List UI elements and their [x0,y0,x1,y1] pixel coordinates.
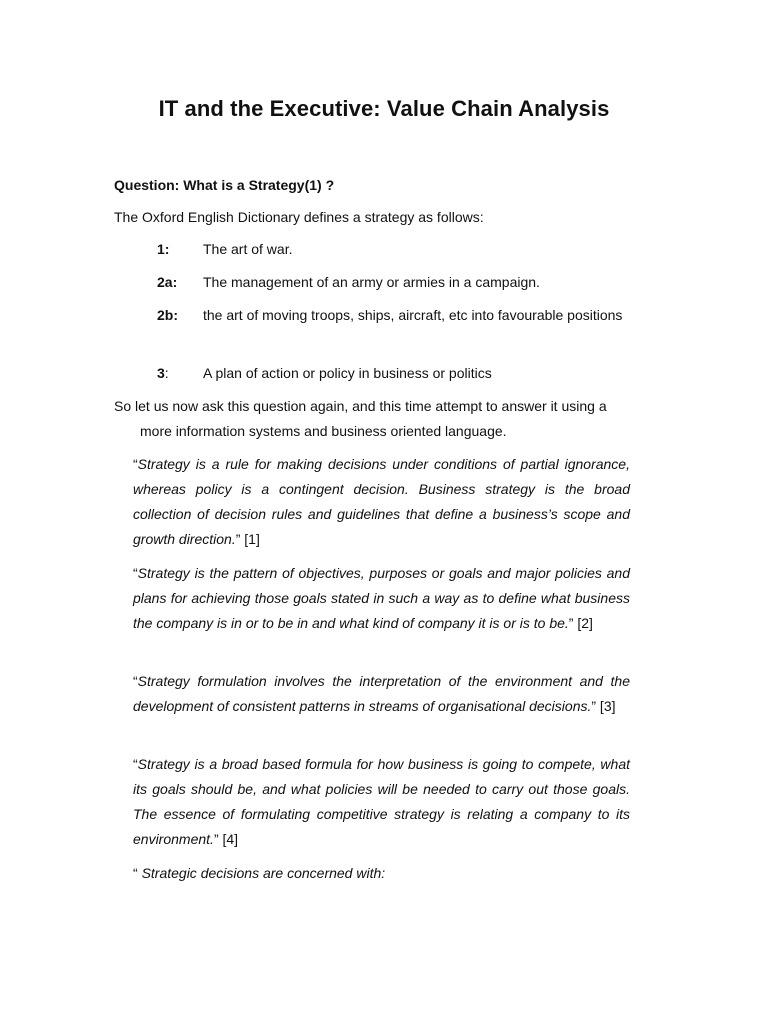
quote-text: Strategy is a broad based formula for how business is going to compete, what its goals should be, and what policies will be needed to carry out those goals. The essence of formulating competitive strategy is relating a company to its environment. [133,756,630,847]
open-quote: “ [133,456,138,472]
open-quote: “ [133,673,138,689]
quote-text: Strategy is a rule for making decisions under conditions of partial ignorance, whereas policy is a contingent decision. Business strategy is the broad collection of decision rules and guidelines that define a business’s scope and growth direction. [133,456,630,547]
ask-again-line-2: more information systems and business oriented language. [140,423,507,439]
quote-reference: ” [4] [213,831,239,847]
quote-reference: ” [3] [591,698,616,714]
definition-text: the art of moving troops, ships, aircraft, etc into favourable positions [203,307,623,323]
quote-text: Strategic decisions are concerned with: [141,865,386,881]
definition-number: 2a: [157,274,178,290]
intro-text: The Oxford English Dictionary defines a strategy as follows: [114,209,484,225]
quote-block [133,561,630,636]
definition-text: A plan of action or policy in business or politics [203,365,492,381]
definition-item [157,237,654,262]
open-quote: “ [133,865,142,881]
open-quote: “ [133,565,138,581]
quote-block [133,861,630,886]
page-title: IT and the Executive: Value Chain Analysis [158,96,610,121]
definition-number: 2b: [157,307,178,323]
quote-block [133,669,630,719]
definition-number: 3: [157,365,169,381]
quote-block [133,452,630,552]
quote-text: Strategy formulation involves the interpretation of the environment and the development of consistent patterns in streams of organisational decisions. [133,673,630,714]
quote-text: Strategy is the pattern of objectives, purposes or goals and major policies and plans for achieving those goals stated in such a way as to define what business the company is in or to be in and what kind of company it is or is to be. [133,565,630,631]
quote-block [133,752,630,852]
definition-number: 1: [157,241,170,257]
open-quote: “ [133,756,138,772]
definition-item [157,361,654,386]
definition-item [157,270,654,295]
definition-text: The art of war. [203,241,293,257]
definition-text: The management of an army or armies in a campaign. [203,274,540,290]
ask-again-line-1: So let us now ask this question again, and this time attempt to answer it using a [114,398,607,414]
ask-again-paragraph [114,394,655,444]
definition-item [157,303,654,328]
quote-reference: ” [2] [568,615,593,631]
quote-reference: ” [1] [235,531,260,547]
question-heading: Question: What is a Strategy(1) ? [114,177,335,193]
